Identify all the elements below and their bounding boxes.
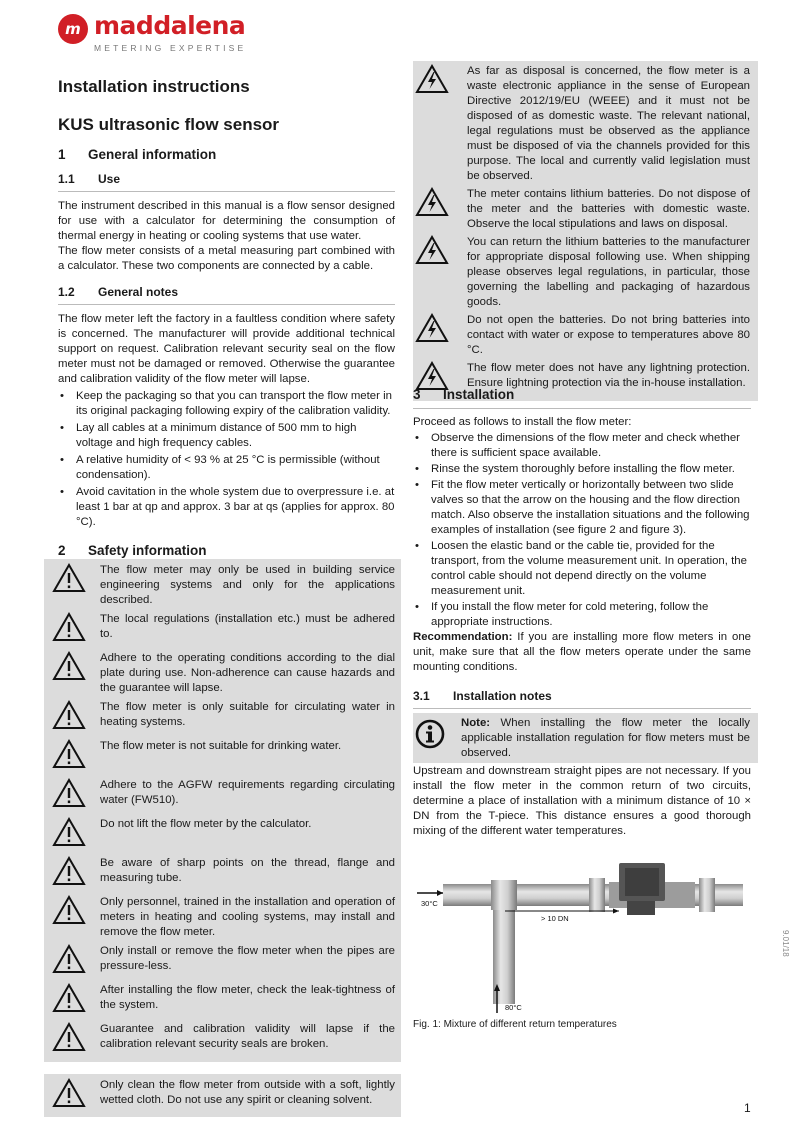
high-voltage-icon xyxy=(413,235,467,270)
warning-item xyxy=(52,610,395,649)
list-item: • Loosen the elastic band or the cable tie, provided for the transport, from the volume measurement unit. In operation, the control cable should not depend directly on the volume measurement unit. xyxy=(413,539,751,599)
section-number: 1.2 xyxy=(58,285,75,299)
warning-text: Only personnel, trained in the installation and operation of meters in heating and cooling systems, may install and remove the flow meter. xyxy=(100,896,395,938)
warning-text: The flow meter is only suitable for circulating water in heating systems. xyxy=(100,701,395,728)
recommendation-text: If you are installing more flow meters in one unit, make sure that all the flow meters operate under the same mounting conditions. xyxy=(413,631,751,673)
warning-triangle-icon xyxy=(52,651,100,686)
recommendation xyxy=(413,630,751,675)
warning-triangle-icon xyxy=(52,944,100,979)
warning-text: Do not lift the flow meter by the calculator. xyxy=(100,818,312,830)
warning-text: Guarantee and calibration validity will lapse if the calibration relevant security seals are broken. xyxy=(100,1023,395,1050)
document-title: Installation instructions xyxy=(58,77,250,96)
disposal-item xyxy=(413,234,758,312)
warning-triangle-icon xyxy=(52,1022,100,1057)
brand-name: maddalena xyxy=(94,11,246,40)
section-number: 2 xyxy=(58,543,66,558)
disposal-text: The flow meter does not have any lightning protection. Ensure lightning protection via the in-house installation. xyxy=(467,362,750,389)
list-item: • Lay all cables at a minimum distance of 500 mm to high voltage and high frequency cables. xyxy=(58,421,395,451)
cleaning-warning xyxy=(44,1074,401,1117)
section-1-1-heading xyxy=(58,171,395,192)
document-subtitle: KUS ultrasonic flow sensor xyxy=(58,115,280,134)
warning-triangle-icon xyxy=(52,817,100,852)
section-3-heading xyxy=(413,386,751,409)
section-number: 3 xyxy=(413,387,421,402)
high-voltage-icon xyxy=(413,187,467,222)
list-item: • Keep the packaging so that you can transport the flow meter in its original packaging following expiry of the calibration validity. xyxy=(58,389,395,419)
warning-text: Only install or remove the flow meter when the pipes are pressure-less. xyxy=(100,945,395,972)
disposal-text: Do not open the batteries. Do not bring batteries into contact with water or expose to temperatures above 80 °C. xyxy=(467,314,750,356)
warning-triangle-icon xyxy=(52,778,100,813)
disposal-text: As far as disposal is concerned, the flow meter is a waste electronic appliance in the sense of European Directive 2012/19/EU (WEEE) and it must not be disposed of as domestic waste. The relevant national, legal regulations must be observed as the appliance must be disposed of via the channels provided for this purpose. The local and currently valid legislation must be observed. xyxy=(467,65,750,182)
warning-text: The flow meter is not suitable for drinking water. xyxy=(100,740,342,752)
warning-item xyxy=(52,561,395,610)
warning-item xyxy=(52,893,395,942)
left-column xyxy=(58,76,395,560)
list-item: • Fit the flow meter vertically or horizontally between two slide valves so that the arrow on the housing and the flow direction match. Also observe the installation situations and the following examples of installation (see figure 2 and figure 3). xyxy=(413,478,751,538)
warning-triangle-icon xyxy=(52,612,100,647)
section-number: 1.1 xyxy=(58,172,75,186)
list-item: • A relative humidity of < 93 % at 25 °C is permissible (without condensation). xyxy=(58,453,395,483)
use-paragraph-1: The instrument described in this manual is a flow sensor designed for use with a calculator for determining the consumption of thermal energy in heating or cooling systems that use water. xyxy=(58,200,395,242)
warning-triangle-icon xyxy=(52,739,100,774)
disposal-item xyxy=(413,63,758,186)
section-title: General notes xyxy=(98,285,179,299)
warning-item xyxy=(52,854,395,893)
warning-item xyxy=(52,698,395,737)
section-1-2-heading xyxy=(58,284,395,305)
installation-steps xyxy=(413,431,751,630)
brand-tagline: METERING EXPERTISE xyxy=(94,43,247,53)
distance-label: > 10 DN xyxy=(541,914,569,923)
warning-text: Only clean the flow meter from outside with a soft, lightly wetted cloth. Do not use any spirit or cleaning solvent. xyxy=(100,1079,395,1106)
section-1-heading xyxy=(58,146,395,164)
section-title: Safety information xyxy=(88,543,207,558)
recommendation-label: Recommendation: xyxy=(413,631,513,643)
warning-triangle-icon xyxy=(52,700,100,735)
section-number: 1 xyxy=(58,147,66,162)
disposal-text: The meter contains lithium batteries. Do not dispose of the meter and the batteries with domestic waste. Observe the local stipulations and laws on disposal. xyxy=(467,188,750,230)
section-title: General information xyxy=(88,147,217,162)
warning-text: Adhere to the operating conditions according to the dial plate during use. Non-adherence can cause hazards and the guarantee will lapse. xyxy=(100,652,395,694)
section-title: Use xyxy=(98,172,121,186)
section-2-heading xyxy=(58,542,395,560)
warning-item xyxy=(52,815,395,854)
installation-intro: Proceed as follows to install the flow meter: xyxy=(413,416,632,428)
warning-list xyxy=(44,559,401,1062)
disposal-item xyxy=(413,312,758,360)
warning-text: After installing the flow meter, check the leak-tightness of the system. xyxy=(100,984,395,1011)
pipe-diagram xyxy=(413,858,751,1013)
warning-text: Adhere to the AGFW requirements regarding circulating water (FW510). xyxy=(100,779,395,806)
installation-notes-text xyxy=(413,764,751,839)
right-column xyxy=(413,386,751,709)
temp-30-label: 30°C xyxy=(421,899,438,908)
warning-text: The local regulations (installation etc.) must be adhered to. xyxy=(100,613,395,640)
warning-triangle-icon xyxy=(52,895,100,930)
disposal-text: You can return the lithium batteries to the manufacturer for appropriate disposal following use. When shipping please observes legal regulations, in particular, those governing the labelling and packaging of hazardous goods. xyxy=(467,236,750,308)
info-icon xyxy=(413,716,461,754)
list-item: • Observe the dimensions of the flow meter and check whether there is sufficient space available. xyxy=(413,431,751,461)
section-number: 3.1 xyxy=(413,689,430,703)
use-paragraph-2: The flow meter consists of a metal measuring part combined with a calculator. These two components are connected by a cable. xyxy=(58,245,395,272)
warning-triangle-icon xyxy=(52,983,100,1018)
page-number: 1 xyxy=(744,1101,751,1115)
temp-80-label: 80°C xyxy=(505,1003,522,1012)
warning-item xyxy=(52,981,395,1020)
list-item: • Rinse the system thoroughly before installing the flow meter. xyxy=(413,462,751,477)
general-notes-paragraph: The flow meter left the factory in a faultless condition where safety is concerned. The manufacturer will provide additional technical support on request. Calibration relevant security seal on the flow meter must not be damaged or removed. Otherwise the guarantee and calibration validity of the flow meter will lapse. xyxy=(58,313,395,385)
section-title: Installation notes xyxy=(453,689,552,703)
section-title: Installation xyxy=(443,387,515,402)
warning-item xyxy=(52,737,395,776)
warning-item xyxy=(52,776,395,815)
warning-triangle-icon xyxy=(52,1078,100,1113)
note-text xyxy=(461,716,758,761)
logo-mark-icon: m xyxy=(58,14,88,44)
warning-text: Be aware of sharp points on the thread, flange and measuring tube. xyxy=(100,857,395,884)
disposal-item xyxy=(413,186,758,234)
document-code: 9.01/18 xyxy=(781,930,790,957)
warning-item xyxy=(52,1020,395,1059)
safety-warnings-box xyxy=(44,559,401,1117)
warning-text: The flow meter may only be used in building service engineering systems and only for the applications described. xyxy=(100,564,395,606)
note-body: When installing the flow meter the locally applicable installation regulation for flow meters must be observed. xyxy=(461,717,750,759)
warning-item xyxy=(52,649,395,698)
list-item: • Avoid cavitation in the whole system due to overpressure i.e. at least 1 bar at qp and approx. 3 bar at qs (applies for approx. 80 °C). xyxy=(58,485,395,530)
warning-item xyxy=(52,942,395,981)
high-voltage-icon xyxy=(413,313,467,348)
high-voltage-icon xyxy=(413,64,467,99)
figure-caption: Fig. 1: Mixture of different return temperatures xyxy=(413,1019,617,1030)
section-3-1-heading xyxy=(413,688,751,709)
brand-logo xyxy=(58,11,248,58)
note-label: Note: xyxy=(461,717,491,729)
warning-triangle-icon xyxy=(52,563,100,598)
installation-note-box xyxy=(413,713,758,763)
disposal-warnings-box xyxy=(413,61,758,401)
general-notes-list xyxy=(58,389,395,530)
warning-triangle-icon xyxy=(52,856,100,891)
list-item: • If you install the flow meter for cold metering, follow the appropriate instructions. xyxy=(413,600,751,630)
installation-notes-paragraph: Upstream and downstream straight pipes are not necessary. If you install the flow meter in the common return of two circuits, determine a place of installation with a minimum distance of 10 × DN from the T-piece. This distance ensures a good thorough mixing of the different water temperatures. xyxy=(413,765,751,837)
installation-figure xyxy=(413,858,751,1013)
